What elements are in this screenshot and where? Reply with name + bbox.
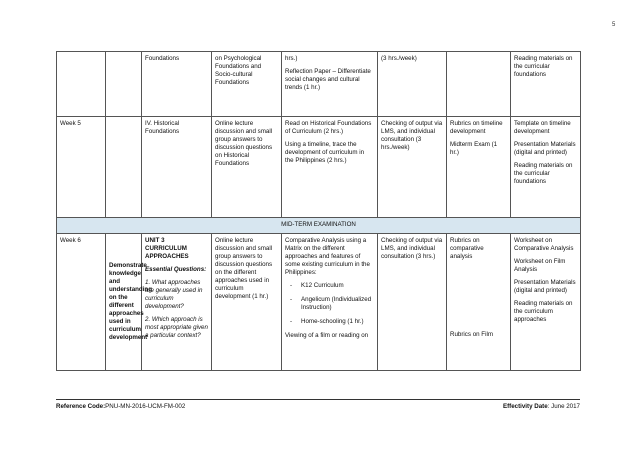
unit-title: UNIT 3 CURRICULUM APPROACHES xyxy=(145,237,189,260)
list-item: - Home-schooling (1 hr.) xyxy=(285,318,374,326)
tasks-cell: Read on Historical Foundations of Curriculum (2 hrs.) Using a timeline, trace the development of curriculum in the Philippines (2 hrs.) xyxy=(282,117,378,218)
activities-cell: Online lecture discussion and small group answers to discussion questions on the different approaches used in curriculum development (1 hr.) xyxy=(212,234,282,371)
topic-cell: IV. Historical Foundations xyxy=(142,117,212,218)
table-row xyxy=(57,234,581,371)
resources-cell: Reading materials on the curricular foundations xyxy=(511,52,581,117)
list-item: - Angelicum (Individualized Instruction) xyxy=(285,296,374,312)
resources-cell: Worksheet on Comparative Analysis Worksheet on Film Analysis Presentation Materials (digital and printed) Reading materials on the curriculum approaches xyxy=(511,234,581,371)
assessment-cell: Checking of output via LMS, and individual consultation (3 hrs./week) xyxy=(378,117,447,218)
objective-cell xyxy=(106,52,142,117)
curriculum-list xyxy=(285,282,374,326)
assessment-cell: Checking of output via LMS, and individual consultation (3 hrs.) xyxy=(378,234,447,371)
footer-divider xyxy=(56,399,580,400)
activities-cell: Online lecture discussion and small group answers to discussion questions on Historical Foundations xyxy=(212,117,282,218)
objective-cell xyxy=(106,117,142,218)
tasks-cell: hrs.) Reflection Paper – Differentiate social changes and cultural trends (1 hr.) xyxy=(282,52,378,117)
topic-cell: UNIT 3 CURRICULUM APPROACHES Essential Questions: 1. What approaches are generally used in curriculum development? 2. Which approach is most appropriate given a particular context? xyxy=(142,234,212,371)
tasks-cell: Comparative Analysis using a Matrix on the different approaches and features of some existing curriculum in the Philippines: - K12 Curriculum - Angelicum (Individualized Instruction) - Home-schooling (1 hr.) Viewing of a film or reading on xyxy=(282,234,378,371)
page-number: 5 xyxy=(612,22,616,28)
course-plan-table xyxy=(56,51,581,371)
week-cell xyxy=(57,52,106,117)
essential-questions-heading: Essential Questions: xyxy=(145,266,207,273)
table-row xyxy=(57,218,581,234)
midterm-banner: MID-TERM EXAMINATION xyxy=(57,218,581,234)
activities-cell: on Psychological Foundations and Socio-cultural Foundations xyxy=(212,52,282,117)
table-row xyxy=(57,117,581,218)
effectivity-date: Effectivity Date: June 2017 xyxy=(502,403,580,410)
rubrics-cell: Rubrics on comparative analysis Rubrics on Film xyxy=(447,234,511,371)
week-cell: Week 5 xyxy=(57,117,106,218)
assessment-cell: (3 hrs./week) xyxy=(378,52,447,117)
list-item: - K12 Curriculum xyxy=(285,282,374,290)
objective-cell: Demonstrate knowledge and understanding on the different approaches used in curriculum development xyxy=(106,234,142,371)
table-row xyxy=(57,52,581,117)
week-cell: Week 6 xyxy=(57,234,106,371)
topic-cell: Foundations xyxy=(142,52,212,117)
resources-cell: Template on timeline development Presentation Materials (digital and printed) Reading materials on the curricular foundations xyxy=(511,117,581,218)
rubrics-cell: Rubrics on timeline development Midterm Exam (1 hr.) xyxy=(447,117,511,218)
rubrics-cell xyxy=(447,52,511,117)
reference-code: Reference Code:PNU-MN-2016-UCM-FM-002 xyxy=(56,403,186,410)
